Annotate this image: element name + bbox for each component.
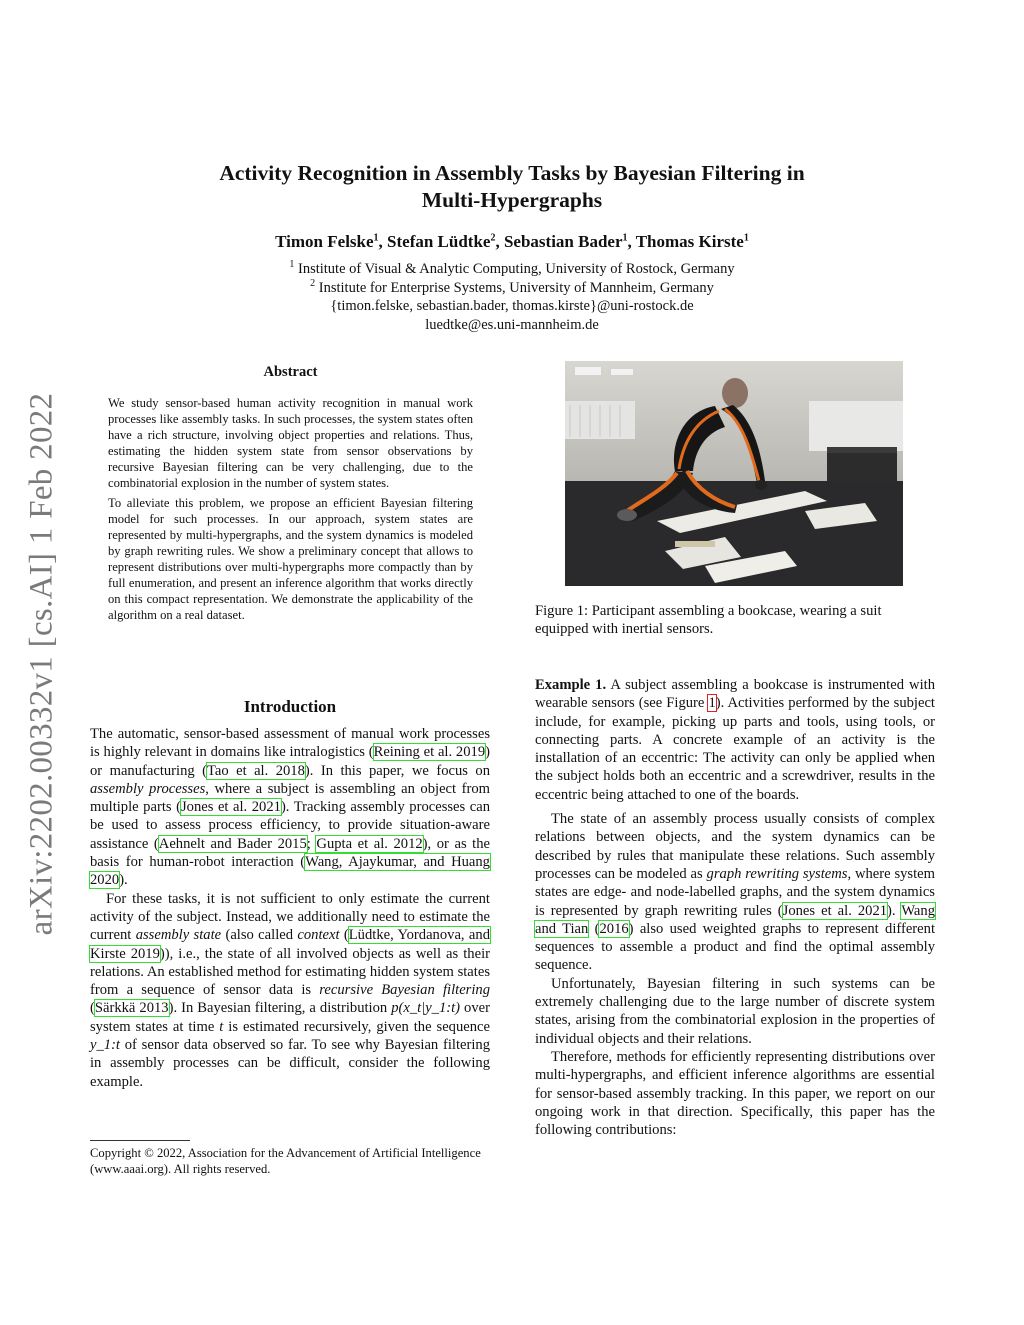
assembly-photo-illustration [565,361,903,586]
title-line-2: Multi-Hypergraphs [421,188,603,212]
copyright-footnote: Copyright © 2022, Association for the Advancement of Artificial Intelligence (www.aaai.org). All rights reserved. [90,1146,481,1176]
right-paragraph-2: The state of an assembly process usually consists of complex relations between objects, and the system dynamics can be described by rules that manipulate these relations. Such assembly processes can be modeled as graph rewriting systems, where system states are edge- and node-labelled graphs, and the system dynamics is represented by graph rewriting rules (Jones et al. 2021). Wang and Tian (2016) also used weighted graphs to represent different sequences to assemble a product and find the optimal assembly sequence. [535,811,935,974]
math-expression: y_1:t [90,1037,120,1054]
citation-link[interactable]: Wang, Ajaykumar, and Huang 2020 [90,854,490,889]
footnote-rule [90,1140,190,1141]
author-affiliation-mark: 1 [743,232,749,244]
citation-link[interactable]: 2016 [599,920,629,937]
affiliation-text: Institute for Enterprise Systems, University of Mannheim, Germany [318,279,714,296]
abstract-paragraph: To alleviate this problem, we propose an efficient Bayesian filtering model for such processes. In our approach, system states are represented by multi-hypergraphs, and the system dynamics is modeled by graph rewriting rules. We show a preliminary concept that allows to represent distributions over multi-hypergraphs more compactly than by full enumeration, and present an inference algorithm that works directly on this compact representation. We demonstrate the applicability of the algorithm on a real dataset. [108,496,473,622]
figure-reference-link[interactable]: 1 [708,695,716,712]
email-line-1: {timon.felske, sebastian.bader, thomas.kirste}@uni-rostock.de [330,298,694,314]
abstract-heading: Abstract [263,364,318,380]
citation-link[interactable]: Tao et al. 2018 [207,762,305,779]
paper-title [110,160,914,214]
affiliation-text: Institute of Visual & Analytic Computing, University of Rostock, Germany [297,261,735,277]
author-name: Timon Felske [275,232,374,251]
figure-1-caption: Figure 1: Participant assembling a bookcase, wearing a suit equipped with inertial sensors. [535,603,882,638]
citation-link[interactable]: Jones et al. 2021 [782,902,888,919]
author-affiliation-mark: 2 [490,232,496,244]
affiliations [110,260,914,334]
author-name: Stefan Lüdtke [387,232,491,251]
citation-link[interactable]: Wang and Tian [535,902,935,937]
affiliation-2 [110,279,914,298]
abstract-paragraph: We study sensor-based human activity recognition in manual work processes like assembly tasks. In such processes, the system states often have a rich structure, involving object properties and relations. Thus, estimating the hidden system state from sensor observations by recursive Bayesian filtering can be very challenging, due to the combinatorial explosion in the number of system states. [108,396,473,490]
example-1-paragraph: Example 1. A subject assembling a bookcase is instrumented with wearable sensors (see Figure 1). Activities performed by the subject include, for example, picking up parts and tools, using tools, or connecting parts. A concrete example of an activity is the installation of an eccentric: The activity can only be applied when the subject holds both an eccentric and a screwdriver, results in the eccentric being attached to one of the boards. [535,677,935,803]
affiliation-number: 1 [289,259,295,271]
author-name: Sebastian Bader [503,232,623,251]
author-affiliation-mark: 1 [622,232,628,244]
author-name: Thomas Kirste [635,232,744,251]
affiliation-number: 2 [310,277,316,289]
right-paragraph-4: Therefore, methods for efficiently representing distributions over multi-hypergraphs, and efficient inference algorithms are essential for sensor-based assembly tracking. In this paper, we report on our ongoing work in that direction. Specifically, this paper has the following contributions: [535,1048,935,1139]
arxiv-identifier: arXiv:2202.00332v1 [cs.AI] 1 Feb 2022 [23,392,60,936]
title-line-1: Activity Recognition in Assembly Tasks by Bayesian Filtering in [219,161,805,185]
citation-link[interactable]: Jones et al. 2021 [180,799,281,816]
citation-link[interactable]: Särkkä 2013 [94,1000,169,1017]
example-label: Example 1. [535,677,607,693]
intro-paragraph-2: For these tasks, it is not sufficient to only estimate the current activity of the subject. Instead, we additionally need to estimate the current assembly state (also called context (Lüdtke, Yordanova, and Kirste 2019)), i.e., the state of all involved objects as well as their relations. An established method for estimating hidden system states from a sequence of sensor data is recursive Bayesian filtering (Särkkä 2013). In Bayesian filtering, a distribution p(x_t|y_1:t) over system states at time t is estimated recursively, given the sequence y_1:t of sensor data observed so far. To see why Bayesian filtering in assembly processes can be difficult, consider the following example. [90,890,490,1090]
citation-link[interactable]: Aehnelt and Bader 2015 [158,835,307,852]
author-affiliation-mark: 1 [373,232,379,244]
citation-link[interactable]: Reining et al. 2019 [373,744,486,761]
figure-1-photo [565,361,903,586]
citation-link[interactable]: Lüdtke, Yordanova, and Kirste 2019 [90,927,490,962]
abstract-body [108,396,473,629]
math-expression: p(x_t|y_1:t) [391,1000,461,1017]
introduction-body [90,725,490,1091]
introduction-heading: Introduction [243,697,337,716]
email-line-2: luedtke@es.uni-mannheim.de [425,316,599,333]
author-list: Timon Felske$^1$, Stefan Lüdtke$^2$, Sebastian Bader$^1$, Thomas Kirste$^1$ [275,232,749,251]
math-expression: t [219,1018,224,1035]
intro-paragraph-1: The automatic, sensor-based assessment of manual work processes is highly relevant in domains like intralogistics (Reining et al. 2019) or manufacturing (Tao et al. 2018). In this paper, we focus on assembly processes, where a subject is assembling an object from multiple parts (Jones et al. 2021). Tracking assembly processes can be used to assess process efficiency, to provide situation-aware assistance (Aehnelt and Bader 2015; Gupta et al. 2012), or as the basis for human-robot interaction (Wang, Ajaykumar, and Huang 2020). [90,726,491,889]
right-paragraph-3: Unfortunately, Bayesian filtering in such systems can be extremely challenging due to the large number of discrete system states, arising from the combinatorial explosion in the properties of individual objects and their relations. [535,975,935,1047]
citation-link[interactable]: Gupta et al. 2012 [316,835,423,852]
right-column-body [535,676,935,1139]
affiliation-1 [110,260,914,279]
